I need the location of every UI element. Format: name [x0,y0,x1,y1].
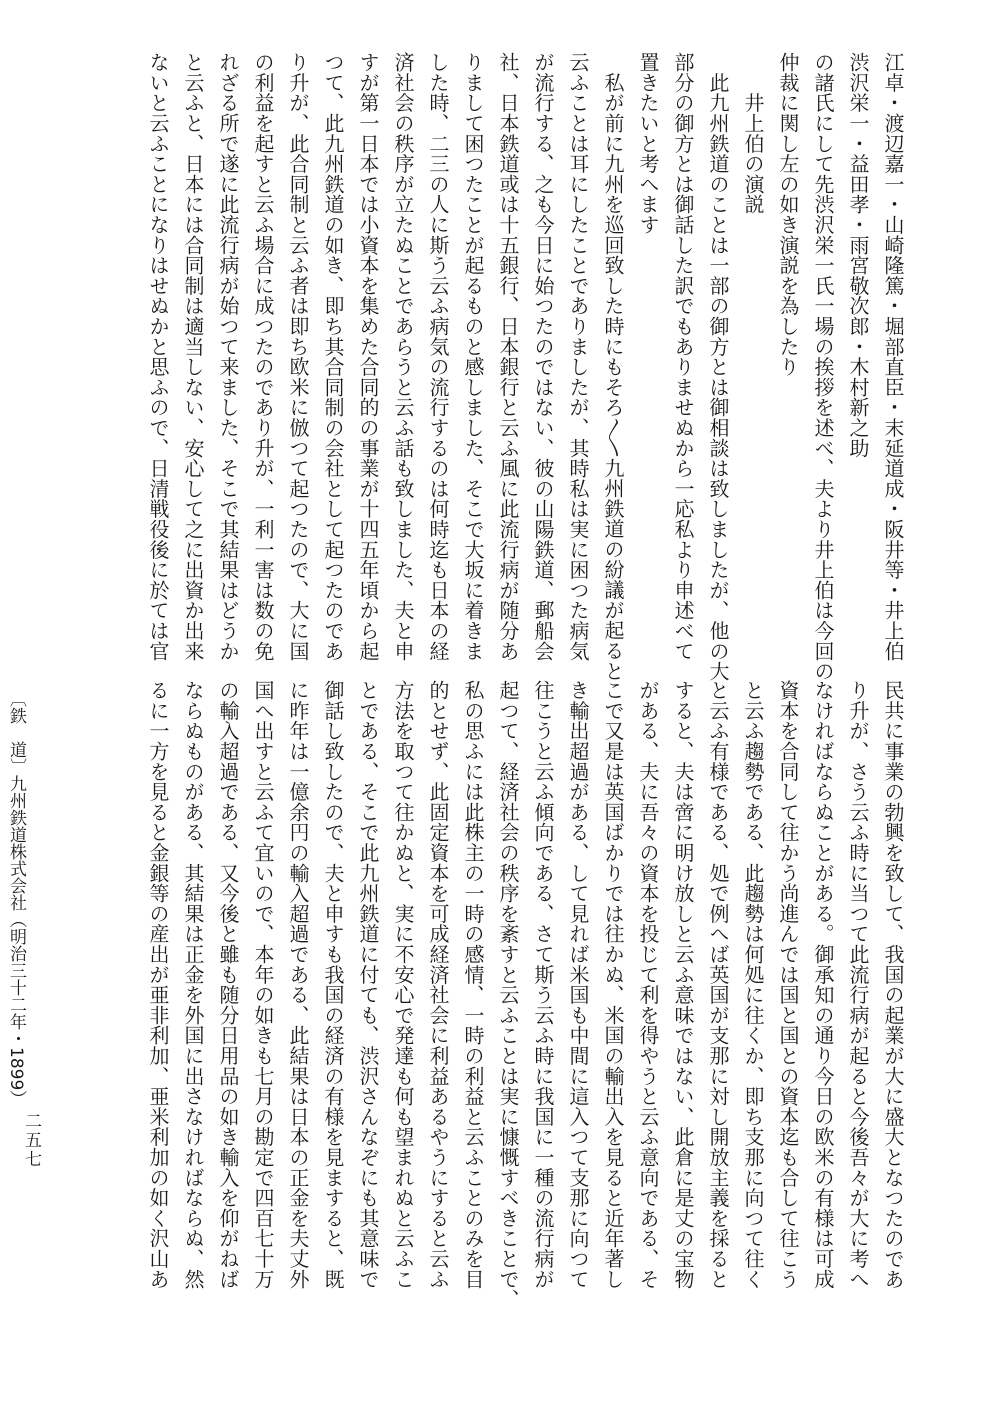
text-line: と云ふと、日本には合同制は適当しない、安心して之に出資か出来 [181,52,205,661]
upper-text-block [70,52,910,682]
text-line: 部分の御方とは御話した訳でもありませぬから一応私より申述べて [671,52,695,661]
text-line: が流行する、之も今日に始つたのではない、彼の山陽鉄道、郵船会 [531,52,555,661]
text-line: 渋沢栄一・益田孝・雨宮敬次郎・木村新之助 [846,52,870,458]
footer-company: 九州鉄道株式会社 [6,775,26,911]
text-line: の輸入超過である、又今後と雖も随分日用品の如き輸入を仰がねば [216,680,240,1289]
text-line: 御話し致したので、夫と申すも我国の経済の有様を見ますると、既 [321,680,345,1289]
text-line: 的とせず、此固定資本を可成経済社会に利益あるやうにすると云ふ [426,680,450,1289]
text-line: と云ふ趨勢である、此趨勢は何処に往くか、即ち支那に向つて往く [741,680,765,1289]
text-line: とである、そこで此九州鉄道に付ても、渋沢さんなぞにも其意味で [356,680,380,1289]
text-line: 民共に事業の勃興を致して、我国の起業が大に盛大となつたのであ [881,680,905,1289]
text-line: れざる所で遂に此流行病が始つて来ました、そこで其結果はどうか [216,52,240,661]
text-line: 仲裁に関し左の如き演説を為したり [776,52,800,377]
text-line: りまして困つたことが起るものと感しました、そこで大坂に着きま [461,52,485,661]
text-line: ないと云ふことになりはせぬかと思ふので、日清戦役後に於ては官 [146,52,170,661]
text-line: と云ふ有様である、処で例へば英国が支那に対し開放主義を採ると [706,680,730,1289]
text-line: 私が前に九州を巡回致した時にもそろ〳〵九州鉄道の紛議が起ると [601,52,625,681]
footer-category: 〔鉄 道〕 [6,690,26,775]
text-line: した時、二三の人に斯う云ふ病気の流行するのは何時迄も日本の経 [426,52,450,661]
text-line: 置きたいと考へます [636,52,660,235]
text-line: すると、夫は啻に明け放しと云ふ意味ではない、此倉に是丈の宝物 [671,680,695,1289]
text-line: 起つて、経済社会の秩序を紊すと云ふことは実に慷慨すべきことで、 [496,680,520,1310]
text-line: ならぬものがある、其結果は正金を外国に出さなければならぬ、然 [181,680,205,1289]
text-line: がある、夫に吾々の資本を投じて利を得やうと云ふ意向である、そ [636,680,660,1289]
text-line: に昨年は一億余円の輸入超過である、此結果は日本の正金を夫丈外 [286,680,310,1289]
text-line: つて、此九州鉄道の如き、即ち其合同制の会社として起つたのであ [321,52,345,661]
lower-text-block [70,680,910,1310]
text-line: 社、日本鉄道或は十五銀行、日本銀行と云ふ風に此流行病が随分あ [496,52,520,661]
text-line: り升が、此合同制と云ふ者は即ち欧米に倣つて起つたので、大に国 [286,52,310,661]
text-line: なければならぬことがある。御承知の通り今日の欧米の有様は可成 [811,680,835,1289]
text-line: 往こうと云ふ傾向である、さて斯う云ふ時に我国に一種の流行病が [531,680,555,1289]
text-line: 国へ出すと云ふて宜いので、本年の如きも七月の勘定で四百七十万 [251,680,275,1289]
text-line: 方法を取つて往かぬと、実に不安心で発達も何も望まれぬと云ふこ [391,680,415,1289]
text-line: 井上伯の演説 [741,52,765,215]
footer-date: （明治三十二年・1899） [6,911,26,1108]
text-line: 江卓・渡辺嘉一・山崎隆篤・堀部直臣・末延道成・阪井等・井上伯 [881,52,905,661]
text-line: き輸出超過がある、して見れば米国も中間に這入つて支那に向つて [566,680,590,1289]
text-line: るに一方を見ると金銀等の産出が亜非利加、亜米利加の如く沢山あ [146,680,170,1289]
text-line: 資本を合同して往かう尚進んでは国と国との資本迄も合して往こう [776,680,800,1289]
text-line: こで又是は英国ばかりでは往かぬ、米国の輸出入を見ると近年著し [601,680,625,1289]
text-line: すが第一日本では小資本を集めた合同的の事業が十四五年頃から起 [356,52,380,661]
text-line: の利益を起すと云ふ場合に成つたのであり升が、一利一害は数の免 [251,52,275,661]
text-line: 私の思ふには此株主の一時の感情、一時の利益と云ふことのみを目 [461,680,485,1289]
page-number: 二五七 [21,1112,41,1169]
text-line: の諸氏にして先渋沢栄一氏一場の挨拶を述べ、夫より井上伯は今回の [811,52,835,682]
text-line: り升が、さう云ふ時に当つて此流行病が起ると今後吾々が大に考へ [846,680,870,1289]
text-line: 此九州鉄道のことは一部の御方とは御相談は致しましたが、他の大 [706,52,730,682]
text-line: 云ふことは耳にしたことでありましたが、其時私は実に困つた病気 [566,52,590,661]
text-line: 済社会の秩序が立たぬことであらうと云ふ話も致しました、夫と申 [391,52,415,661]
